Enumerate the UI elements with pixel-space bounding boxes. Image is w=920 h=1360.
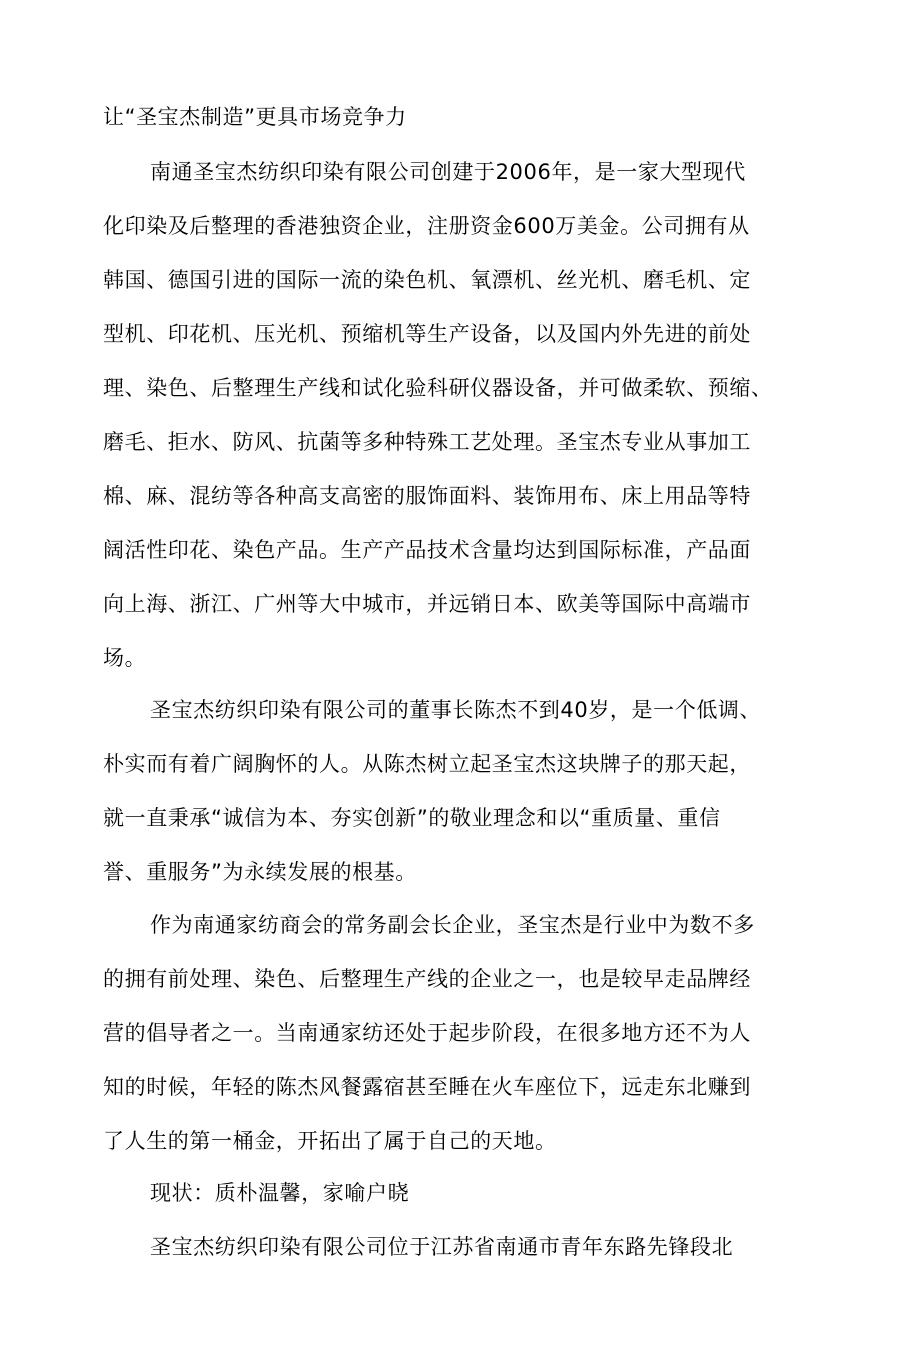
- paragraph-2-line-1: 圣宝杰纺织印染有限公司的董事长陈杰不到40岁，是一个低调、: [150, 698, 762, 722]
- paragraph-5-line-1: 圣宝杰纺织印染有限公司位于江苏省南通市青年东路先锋段北: [150, 1235, 734, 1259]
- paragraph-3-line-1: 作为南通家纺商会的常务副会长企业，圣宝杰是行业中为数不多: [150, 913, 755, 937]
- paragraph-2-line-2: 朴实而有着广阔胸怀的人。从陈杰树立起圣宝杰这块牌子的那天起，: [103, 752, 751, 776]
- paragraph-3-line-4: 知的时候，年轻的陈杰风餐露宿甚至睡在火车座位下，远走东北赚到: [103, 1075, 751, 1099]
- paragraph-1-line-9: 向上海、浙江、广州等大中城市，并远销日本、欧美等国际中高端市: [103, 592, 751, 616]
- paragraph-1-line-6: 磨毛、拒水、防风、抗菌等多种特殊工艺处理。圣宝杰专业从事加工: [103, 430, 751, 454]
- paragraph-1-line-8: 阔活性印花、染色产品。生产产品技术含量均达到国际标准，产品面: [103, 538, 751, 562]
- paragraph-1-line-2: 化印染及后整理的香港独资企业，注册资金600万美金。公司拥有从: [103, 214, 750, 238]
- paragraph-2-line-3: 就一直秉承“诚信为本、夯实创新”的敬业理念和以“重质量、重信: [103, 806, 721, 830]
- paragraph-2-line-4: 誉、重服务”为永续发展的根基。: [103, 860, 417, 884]
- section-subheading: 现状：质朴温馨，家喻户晓: [150, 1181, 410, 1205]
- paragraph-1-line-7: 棉、麻、混纺等各种高支高密的服饰面料、装饰用布、床上用品等特: [103, 484, 751, 508]
- paragraph-1-line-10: 场。: [103, 646, 147, 670]
- paragraph-1-line-3: 韩国、德国引进的国际一流的染色机、氧漂机、丝光机、磨毛机、定: [103, 268, 751, 292]
- paragraph-3-line-2: 的拥有前处理、染色、后整理生产线的企业之一，也是较早走品牌经: [103, 967, 751, 991]
- paragraph-1-line-5: 理、染色、后整理生产线和试化验科研仪器设备，并可做柔软、预缩、: [103, 376, 773, 400]
- paragraph-3-line-3: 营的倡导者之一。当南通家纺还处于起步阶段，在很多地方还不为人: [103, 1021, 751, 1045]
- paragraph-1-line-4: 型机、印花机、压光机、预缩机等生产设备，以及国内外先进的前处: [103, 322, 751, 346]
- paragraph-1-line-1: 南通圣宝杰纺织印染有限公司创建于2006年，是一家大型现代: [150, 160, 746, 184]
- document-title: 让“圣宝杰制造”更具市场竞争力: [103, 105, 407, 129]
- paragraph-3-line-5: 了人生的第一桶金，开拓出了属于自己的天地。: [103, 1129, 557, 1153]
